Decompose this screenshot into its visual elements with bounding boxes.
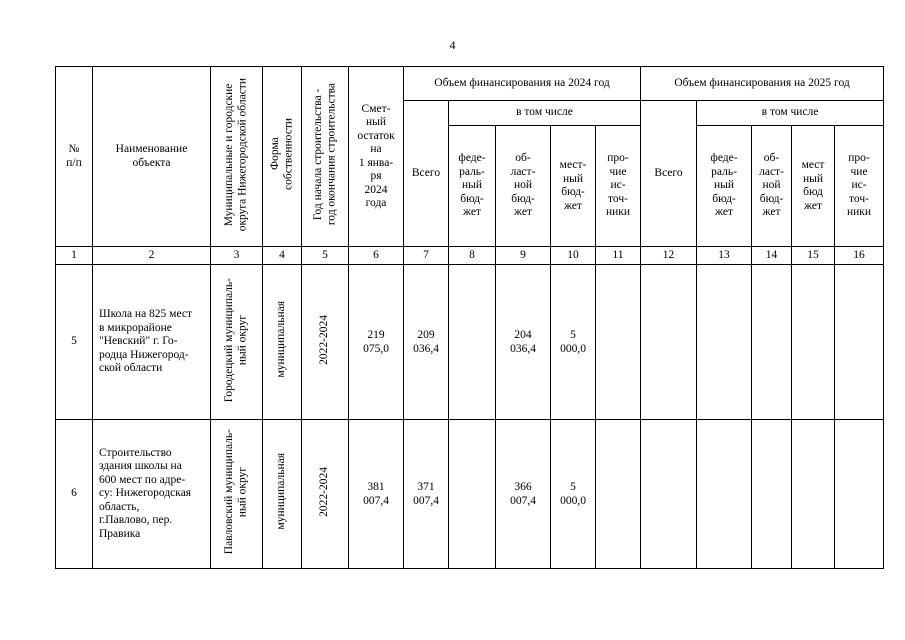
column-number: 16 — [835, 247, 884, 265]
column-numbers-row — [56, 247, 884, 265]
table-row — [56, 420, 884, 569]
row-num: 5 — [56, 265, 93, 420]
column-number: 15 — [792, 247, 835, 265]
total-2024: 371 007,4 — [404, 420, 449, 569]
header-regional-2024: об- ласт- ной бюд- жет — [496, 126, 551, 247]
district: Павловский муниципаль- ный округ — [211, 420, 263, 569]
column-number: 5 — [302, 247, 349, 265]
regional-2025 — [752, 265, 792, 420]
column-number: 14 — [752, 247, 792, 265]
header-including-2024: в том числе — [449, 101, 641, 126]
column-number: 11 — [596, 247, 641, 265]
federal-2024 — [449, 420, 496, 569]
column-number: 10 — [551, 247, 596, 265]
header-object-name: Наименование объекта — [93, 67, 211, 247]
construction-years: 2022-2024 — [302, 420, 349, 569]
row-num: 6 — [56, 420, 93, 569]
header-local-2024: мест- ный бюд- жет — [551, 126, 596, 247]
column-number: 1 — [56, 247, 93, 265]
financing-table — [55, 66, 884, 569]
remaining-estimate: 219 075,0 — [349, 265, 404, 420]
federal-2024 — [449, 265, 496, 420]
column-number: 7 — [404, 247, 449, 265]
table-row — [56, 265, 884, 420]
header-num: № п/п — [56, 67, 93, 247]
remaining-estimate: 381 007,4 — [349, 420, 404, 569]
header-local-2025: мест ный бюд жет — [792, 126, 835, 247]
header-other-2024: про- чие ис- точ- ники — [596, 126, 641, 247]
federal-2025 — [697, 265, 752, 420]
header-ownership: Форма собственности — [263, 67, 302, 247]
ownership: муниципальная — [263, 265, 302, 420]
local-2025 — [792, 420, 835, 569]
column-number: 2 — [93, 247, 211, 265]
page-number: 4 — [449, 38, 456, 52]
column-number: 8 — [449, 247, 496, 265]
header-total-2025: Всего — [641, 101, 697, 247]
header-total-2024: Всего — [404, 101, 449, 247]
local-2025 — [792, 265, 835, 420]
object-name: Школа на 825 мест в микрорайоне "Невский" г. Го- родца Нижегород- ской области — [93, 265, 211, 420]
column-number: 9 — [496, 247, 551, 265]
column-number: 6 — [349, 247, 404, 265]
header-including-2025: в том числе — [697, 101, 884, 126]
other-2025 — [835, 420, 884, 569]
district: Городецкий муниципаль- ный округ — [211, 265, 263, 420]
column-number: 13 — [697, 247, 752, 265]
total-2025 — [641, 265, 697, 420]
column-number: 4 — [263, 247, 302, 265]
other-2024 — [596, 265, 641, 420]
header-federal-2025: федe- раль- ный бюд- жет — [697, 126, 752, 247]
header-years: Год начала строительства - год окончания строительства — [302, 67, 349, 247]
column-number: 3 — [211, 247, 263, 265]
header-remaining: Смет- ный остаток на 1 янва- ря 2024 года — [349, 67, 404, 247]
regional-2025 — [752, 420, 792, 569]
local-2024: 5 000,0 — [551, 420, 596, 569]
other-2024 — [596, 420, 641, 569]
regional-2024: 204 036,4 — [496, 265, 551, 420]
regional-2024: 366 007,4 — [496, 420, 551, 569]
header-district: Муниципальные и городские округа Нижегородской области — [211, 67, 263, 247]
federal-2025 — [697, 420, 752, 569]
other-2025 — [835, 265, 884, 420]
header-regional-2025: об- ласт- ной бюд- жет — [752, 126, 792, 247]
ownership: муниципальная — [263, 420, 302, 569]
total-2024: 209 036,4 — [404, 265, 449, 420]
local-2024: 5 000,0 — [551, 265, 596, 420]
object-name: Строительство здания школы на 600 мест по адре- су: Нижегородская область, г.Павлово, пер. Правика — [93, 420, 211, 569]
total-2025 — [641, 420, 697, 569]
header-other-2025: про- чие ис- точ- ники — [835, 126, 884, 247]
construction-years: 2022-2024 — [302, 265, 349, 420]
column-number: 12 — [641, 247, 697, 265]
header-federal-2024: федe- раль- ный бюд- жет — [449, 126, 496, 247]
header-financing-2024: Объем финансирования на 2024 год — [404, 67, 641, 101]
header-financing-2025: Объем финансирования на 2025 год — [641, 67, 884, 101]
